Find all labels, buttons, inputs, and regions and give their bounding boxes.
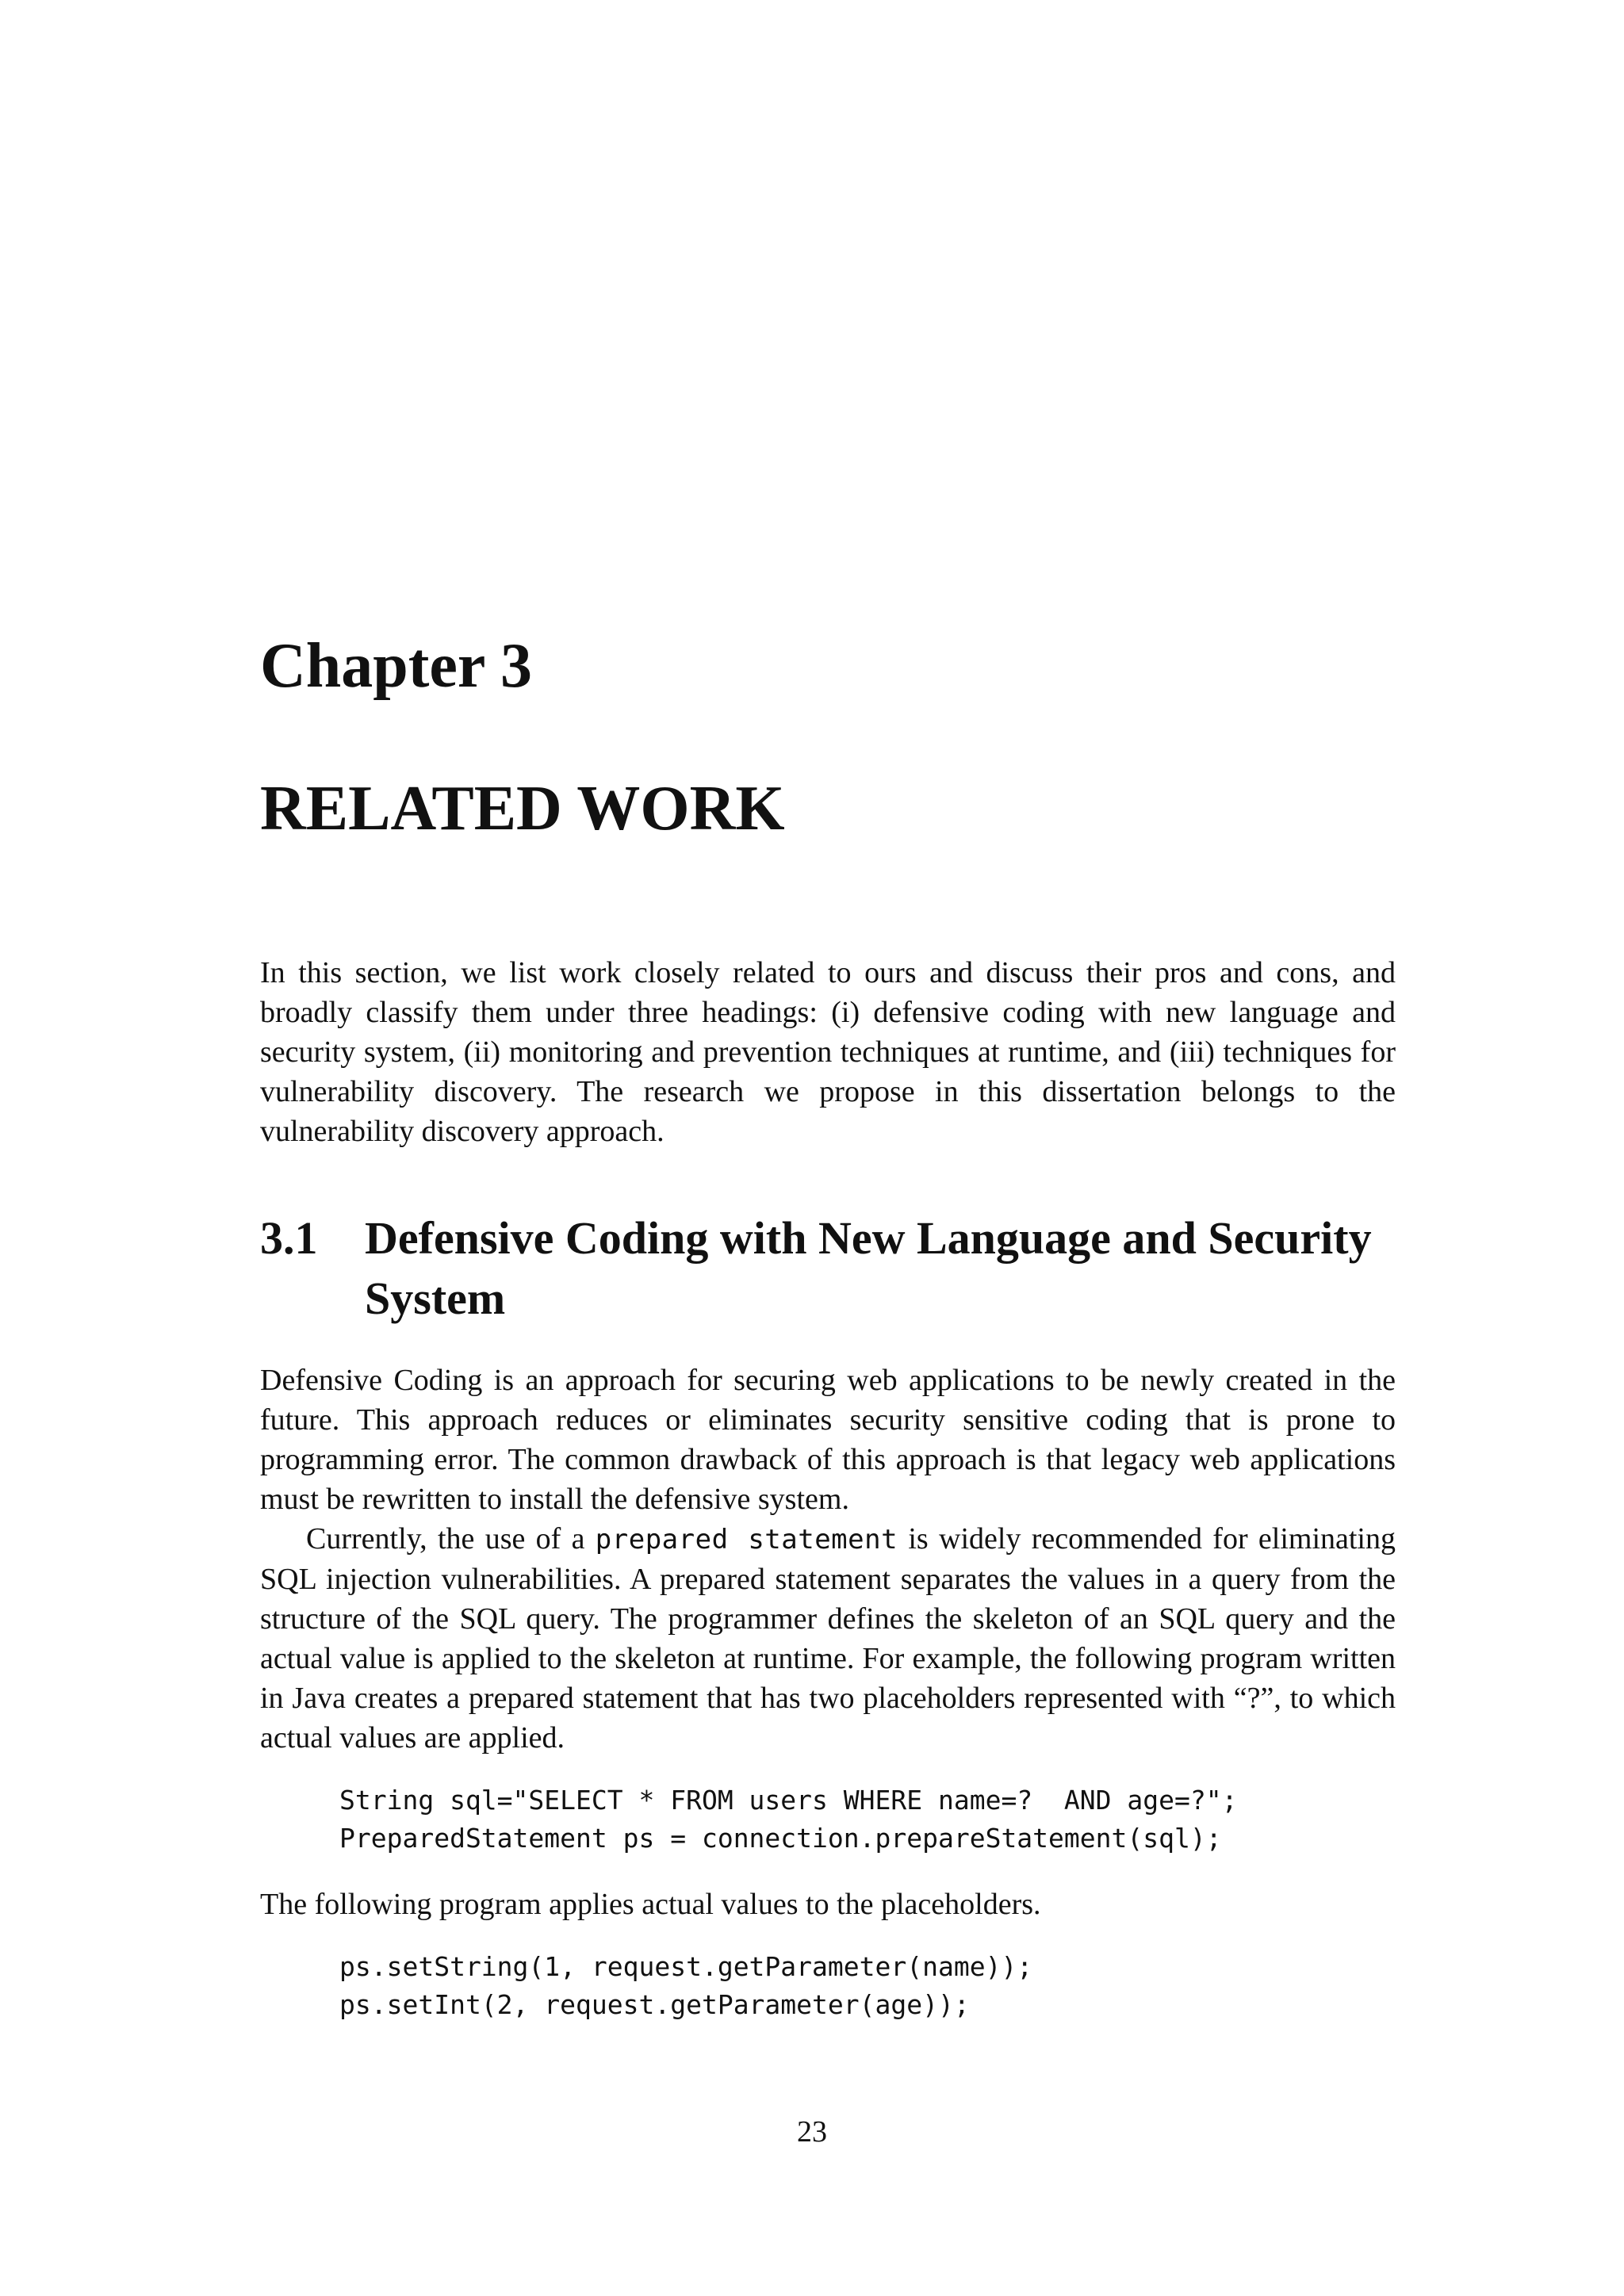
inline-code-prepared-statement: prepared statement (595, 1524, 898, 1556)
chapter-label: Chapter 3 (260, 631, 532, 701)
code-line: ps.setInt(2, request.getParameter(age)); (339, 1989, 970, 2020)
section-paragraph-2 (260, 1519, 1396, 1758)
intro-section (260, 953, 1396, 1151)
section-number: 3.1 (260, 1212, 318, 1264)
code-line: String sql="SELECT * FROM users WHERE name=? AND age=?"; (339, 1785, 1238, 1816)
chapter-title: RELATED WORK (260, 774, 785, 844)
code-line: PreparedStatement ps = connection.prepareStatement(sql); (339, 1823, 1222, 1854)
page-content (260, 631, 1396, 2051)
code-block-apply (339, 1948, 1396, 2024)
intro-paragraph: In this section, we list work closely related to ours and discuss their pros and cons, and broadly classify them under three headings: (i) defensive coding with new language and security system, (ii) monitoring and prevention techniques at runtime, and (iii) techniques for vulnerability discovery. The research we propose in this dissertation belongs to the vulnerability discovery approach. (260, 956, 1396, 1148)
paragraph-2-rest: is widely recommended for eliminating SQL injection vulnerabilities. A prepared statement separates the values in a query from the structure of the SQL query. The programmer defines the skeleton of an SQL query and the actual value is applied to the skeleton at runtime. For example, the following program written in Java creates a prepared statement that has two placeholders represented with “?”, to which actual values are applied. (260, 1522, 1396, 1755)
section-title: Defensive Coding with New Language and Security System (365, 1212, 1372, 1324)
code-line: ps.setString(1, request.getParameter(name)); (339, 1951, 1033, 1982)
page-number: 23 (797, 2115, 827, 2149)
code-block-prepare (339, 1781, 1396, 1858)
section-paragraph-1: Defensive Coding is an approach for securing web applications to be newly created in the future. This approach reduces or eliminates security sensitive coding that is prone to programming error. The common drawback of this approach is that legacy web applications must be rewritten to install the defensive system. (260, 1364, 1396, 1516)
section-paragraph-3: The following program applies actual values to the placeholders. (260, 1888, 1041, 1921)
section-heading (260, 1208, 1396, 1329)
paragraph-2-lead: Currently, the use of a (306, 1522, 596, 1556)
